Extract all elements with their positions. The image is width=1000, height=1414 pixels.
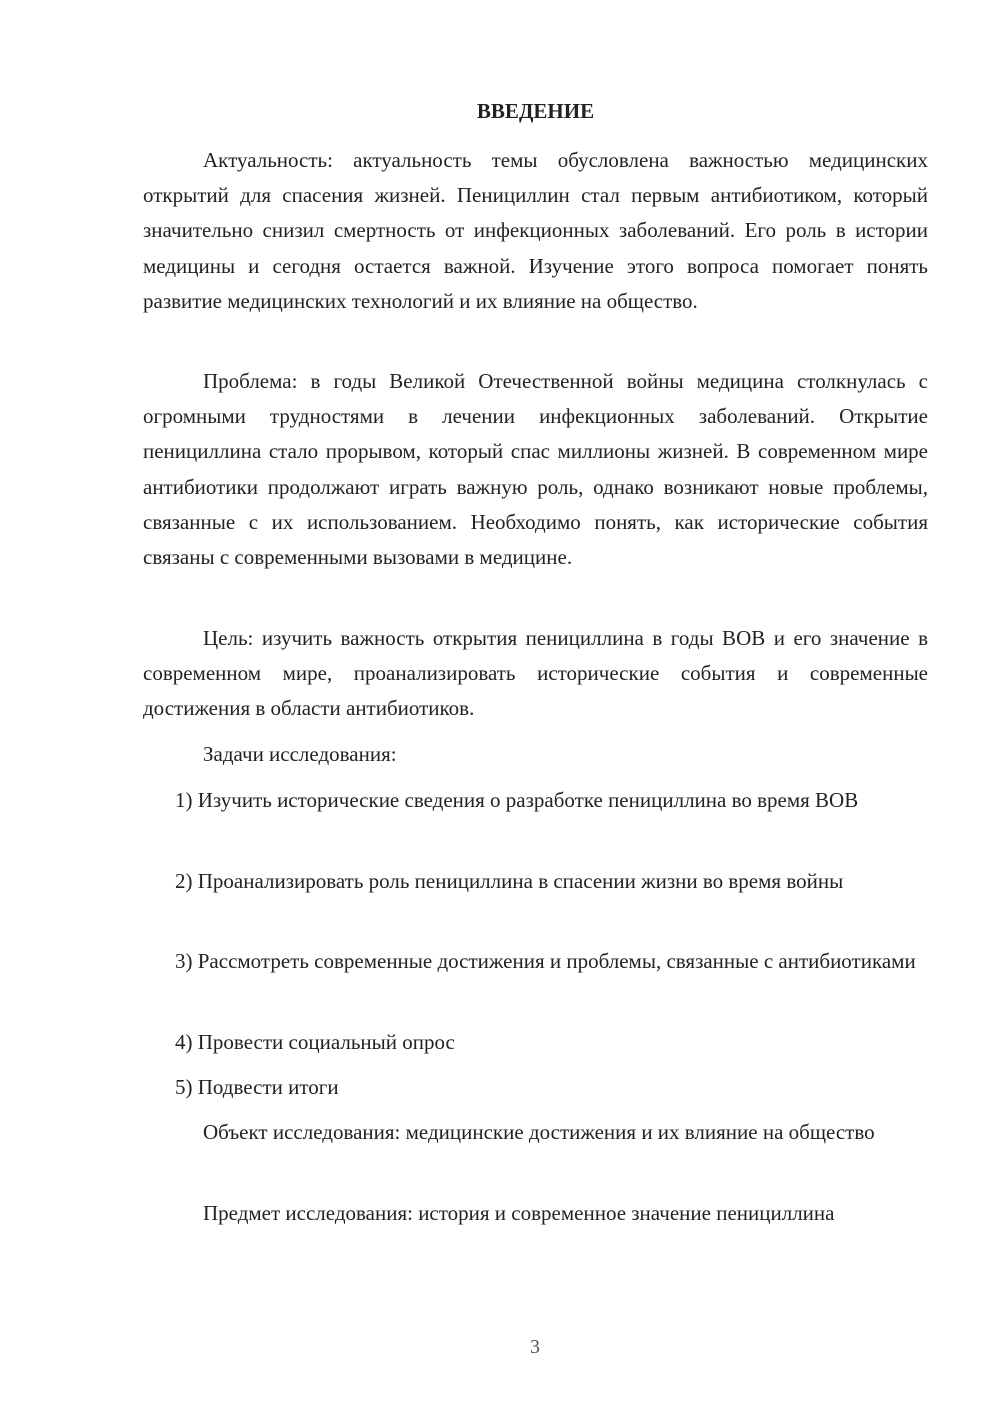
task-item: 3) Рассмотреть современные достижения и проблемы, связанные с антибиотиками [175,949,916,973]
tasks-heading: Задачи исследования: [203,742,397,766]
paragraph-relevance: Актуальность: актуальность темы обусловлена важностью медицинских открытий для спасения жизней. Пенициллин стал первым антибиотиком, который значительно снизил смертность от инфекционных заболеваний. Его роль в истории медицины и сегодня остается важной. Изучение этого вопроса помогает понять развитие медицинских технологий и их влияние на общество. [143,148,928,313]
task-item: 4) Провести социальный опрос [175,1030,455,1054]
paragraph-object: Объект исследования: медицинские достижения и их влияние на общество [203,1120,875,1144]
page-number: 3 [530,1336,540,1358]
paragraph-problem: Проблема: в годы Великой Отечественной войны медицина столкнулась с огромными трудностями в лечении инфекционных заболеваний. Открытие пенициллина стало прорывом, который спас миллионы жизней. В современном мире антибиотики продолжают играть важную роль, однако возникают новые проблемы, связанные с их использованием. Необходимо понять, как исторические события связаны с современными вызовами в медицине. [143,369,928,570]
paragraph-subject: Предмет исследования: история и современное значение пенициллина [203,1201,835,1225]
section-title: ВВЕДЕНИЕ [476,99,595,123]
task-item: 5) Подвести итоги [175,1075,339,1099]
task-item: 2) Проанализировать роль пенициллина в спасении жизни во время войны [175,869,844,893]
task-item: 1) Изучить исторические сведения о разработке пенициллина во время ВОВ [175,788,859,812]
paragraph-goal: Цель: изучить важность открытия пенициллина в годы ВОВ и его значение в современном мире, проанализировать исторические события и современные достижения в области антибиотиков. [143,626,928,721]
